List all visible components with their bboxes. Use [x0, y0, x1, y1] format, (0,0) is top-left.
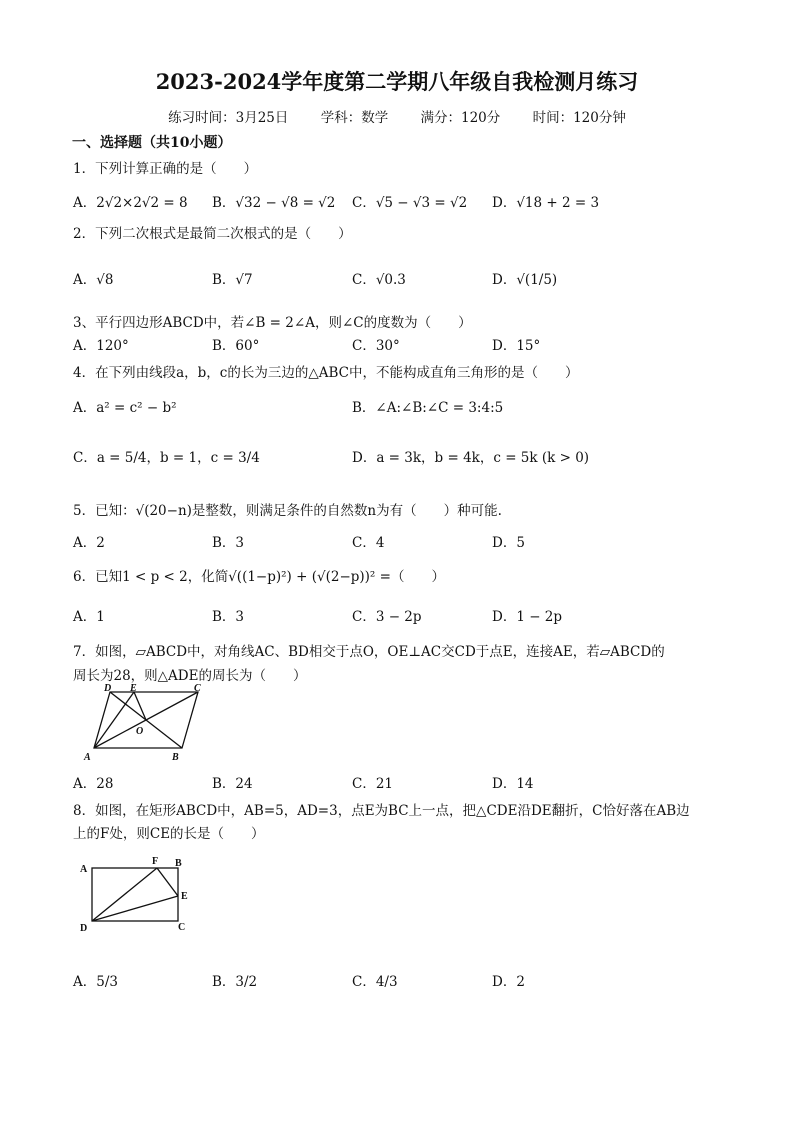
question-4-stem: 4．在下列由线段a，b，c的长为三边的△ABC中，不能构成直角三角形的是（ ） [73, 365, 579, 381]
q2-option-b: B．√7 [212, 272, 253, 288]
section-heading: 一、选择题（共10小题） [72, 135, 232, 151]
question-8-stem-line2: 上的F处，则CE的长是（ ） [73, 826, 265, 842]
q2-option-c: C．√0.3 [352, 272, 406, 288]
q4-option-d: D．a = 3k，b = 4k，c = 5k (k > 0) [352, 450, 590, 466]
parallelogram-figure [72, 684, 212, 764]
q1-option-c: C．√5 − √3 = √2 [352, 195, 468, 211]
q3-option-b: B．60° [212, 338, 260, 354]
q8-option-c: C．4/3 [352, 974, 398, 990]
q2-option-a: A．√8 [73, 272, 114, 288]
q8-option-d: D．2 [492, 974, 525, 990]
q8-option-a: A．5/3 [73, 974, 118, 990]
label-c: C [178, 922, 186, 933]
q5-option-b: B．3 [212, 535, 245, 551]
meta-score: 满分：120分 [420, 110, 501, 126]
label-o: O [136, 726, 144, 737]
q7-option-b: B．24 [212, 776, 253, 792]
segment-df [92, 868, 157, 921]
label-b: B [172, 752, 179, 763]
q6-option-a: A．1 [73, 609, 105, 625]
q5-option-c: C．4 [352, 535, 385, 551]
q6-option-d: D．1 − 2p [492, 609, 563, 625]
segment-fe [157, 868, 178, 896]
label-c: C [194, 684, 201, 694]
segment-de [92, 896, 178, 921]
q3-option-c: C．30° [352, 338, 400, 354]
page-title: 2023-2024学年度第二学期八年级自我检测月练习 [155, 69, 639, 94]
q1-option-a: A．2√2×2√2 = 8 [73, 195, 188, 211]
q1-option-b: B．√32 − √8 = √2 [212, 195, 336, 211]
q5-option-d: D．5 [492, 535, 525, 551]
label-e: E [181, 891, 188, 902]
meta-subject: 学科：数学 [320, 110, 389, 126]
label-d: D [80, 923, 88, 934]
question-3-stem: 3、平行四边形ABCD中，若∠B = 2∠A，则∠C的度数为（ ） [73, 315, 472, 331]
label-a: A [84, 752, 91, 763]
q7-option-a: A．28 [73, 776, 114, 792]
question-7-stem-line2: 周长为28，则△ADE的周长为（ ） [73, 668, 307, 684]
q4-option-b: B．∠A:∠B:∠C = 3:4:5 [352, 400, 504, 416]
question-7-stem: 7．如图，▱ABCD中，对角线AC、BD相交于点O，OE⊥AC交CD于点E，连接AE，若▱ABCD的 [73, 644, 665, 660]
question-6-stem: 6．已知1 < p < 2，化简√((1−p)²) + (√(2−p))² =（ ） [73, 569, 445, 585]
question-8-stem: 8．如图，在矩形ABCD中，AB=5，AD=3，点E为BC上一点，把△CDE沿DE翻折，C恰好落在AB边 [73, 803, 690, 819]
rectangle-abcd [92, 868, 178, 921]
meta-time: 时间：120分钟 [532, 110, 626, 126]
q1-option-d: D．√18 + 2 = 3 [492, 195, 600, 211]
q8-option-b: B．3/2 [212, 974, 258, 990]
q4-option-a: A．a² = c² − b² [73, 400, 177, 416]
question-2-stem: 2．下列二次根式是最简二次根式的是（ ） [73, 226, 352, 242]
question-5-stem: 5．已知：√(20−n)是整数，则满足条件的自然数n为有（ ）种可能. [73, 503, 502, 519]
q7-option-d: D．14 [492, 776, 534, 792]
label-e: E [130, 684, 137, 694]
rectangle-figure [72, 852, 202, 936]
label-d: D [104, 684, 112, 694]
q6-option-b: B．3 [212, 609, 245, 625]
q4-option-c: C．a = 5/4，b = 1，c = 3/4 [73, 450, 260, 466]
q6-option-c: C．3 − 2p [352, 609, 422, 625]
q3-option-a: A．120° [73, 338, 129, 354]
exam-meta [0, 106, 794, 126]
q3-option-d: D．15° [492, 338, 541, 354]
q7-option-c: C．21 [352, 776, 394, 792]
q5-option-a: A．2 [73, 535, 105, 551]
meta-date: 练习时间：3月25日 [168, 110, 289, 126]
label-a: A [80, 864, 88, 875]
label-f: F [152, 856, 159, 867]
label-b: B [175, 858, 182, 869]
segment-ae [94, 692, 134, 748]
question-1-stem: 1．下列计算正确的是（ ） [73, 161, 258, 177]
q2-option-d: D．√(1/5) [492, 272, 558, 288]
